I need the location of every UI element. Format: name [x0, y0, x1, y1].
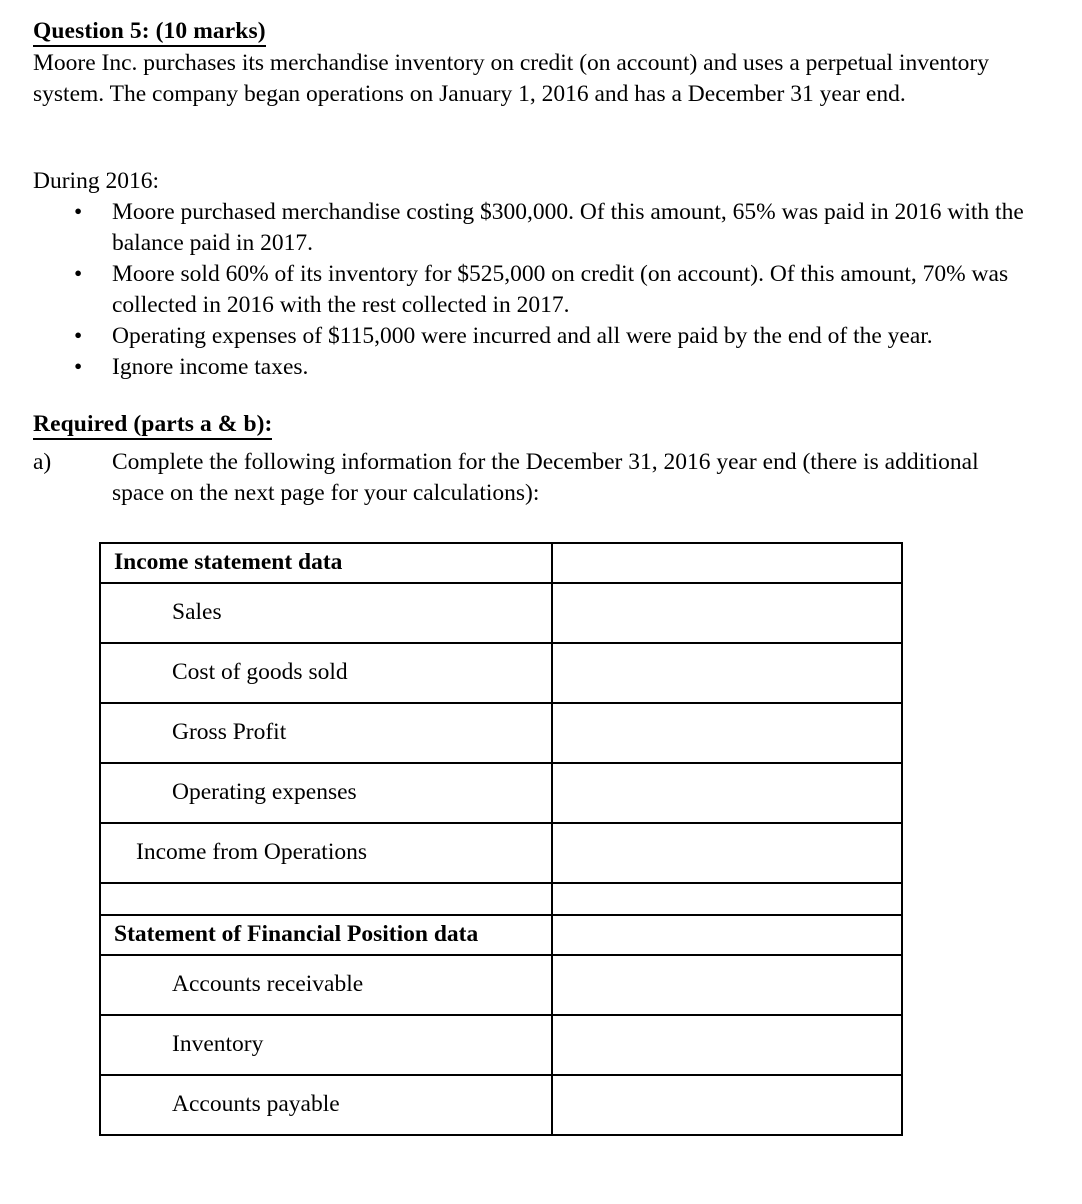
list-item [0, 352, 1055, 383]
table-cell-label-text: Cost of goods sold [172, 659, 348, 686]
bullet-icon: • [74, 199, 83, 225]
table-cell-label [100, 1015, 552, 1075]
table-cell-label [100, 955, 552, 1015]
bullet-list [0, 197, 1055, 383]
part-marker: a) [33, 449, 52, 475]
bullet-icon: • [74, 323, 83, 349]
bullet-icon: • [74, 261, 83, 287]
table-cell-label [100, 643, 552, 703]
table-cell-label [100, 823, 552, 883]
table-row [100, 703, 902, 763]
required-heading [33, 411, 272, 438]
table-cell-label [100, 883, 552, 915]
part-item-text: Complete the following information for the December 31, 2016 year end (there is additional space on the next page for your calculations): [112, 449, 979, 506]
table-cell-label [100, 703, 552, 763]
table-cell-label-text: Gross Profit [172, 719, 287, 746]
table-cell-label-text: Operating expenses [172, 779, 357, 806]
list-item-text: Ignore income taxes. [112, 354, 309, 380]
list-item-text: Operating expenses of $115,000 were incurred and all were paid by the end of the year. [112, 323, 933, 349]
answer-table-body [100, 543, 902, 1135]
table-cell-answer-field[interactable] [552, 1015, 902, 1075]
table-row [100, 643, 902, 703]
table-row [100, 823, 902, 883]
table-cell-answer-field[interactable] [552, 583, 902, 643]
table-cell-label [100, 1075, 552, 1135]
table-cell-answer-field[interactable] [552, 955, 902, 1015]
list-item [0, 259, 1055, 321]
table-cell-label [100, 915, 552, 955]
table-cell-answer-field[interactable] [552, 1075, 902, 1135]
table-cell-answer-field[interactable] [552, 643, 902, 703]
table-cell-answer-field[interactable] [552, 543, 902, 583]
table-cell-answer-field[interactable] [552, 915, 902, 955]
table-row [100, 955, 902, 1015]
table-row [100, 583, 902, 643]
table-row [100, 543, 902, 583]
table-cell-answer-field[interactable] [552, 703, 902, 763]
table-row [100, 915, 902, 955]
part-item [0, 447, 1000, 509]
table-cell-label-text: Income statement data [114, 549, 343, 576]
intro-paragraph: Moore Inc. purchases its merchandise inventory on credit (on account) and uses a perpetual inventory system. The company began operations on January 1, 2016 and has a December 31 year end. [33, 50, 989, 107]
table-cell-label-text: Sales [172, 599, 222, 626]
table-cell-label-text: Accounts payable [172, 1091, 340, 1118]
page-title [33, 18, 266, 45]
table-cell-answer-field[interactable] [552, 763, 902, 823]
table-row [100, 883, 902, 915]
required-heading-text: Required (parts a & b): [33, 411, 272, 440]
table-cell-label [100, 583, 552, 643]
table-cell-label [100, 543, 552, 583]
page-title-text: Question 5: (10 marks) [33, 18, 266, 47]
bullet-icon: • [74, 354, 83, 380]
table-row [100, 763, 902, 823]
table-row [100, 1015, 902, 1075]
table-cell-label [100, 763, 552, 823]
table-row [100, 1075, 902, 1135]
table-cell-label-text: Accounts receivable [172, 971, 364, 998]
list-item-text: Moore sold 60% of its inventory for $525,000 on credit (on account). Of this amount, 70% was collected in 2016 with the rest collected in 2017. [112, 261, 1009, 318]
during-2016-label: During 2016: [33, 168, 159, 194]
answer-table [99, 542, 903, 1136]
table-cell-label-text: Statement of Financial Position data [114, 921, 479, 948]
list-item-text: Moore purchased merchandise costing $300,000. Of this amount, 65% was paid in 2016 with the balance paid in 2017. [112, 199, 1024, 256]
list-item [0, 321, 1055, 352]
table-cell-label-text: Inventory [172, 1031, 264, 1058]
table-cell-answer-field[interactable] [552, 823, 902, 883]
table-cell-label-text: Income from Operations [136, 839, 368, 866]
list-item [0, 197, 1055, 259]
parts-list [0, 447, 1000, 509]
table-cell-answer-field[interactable] [552, 883, 902, 915]
